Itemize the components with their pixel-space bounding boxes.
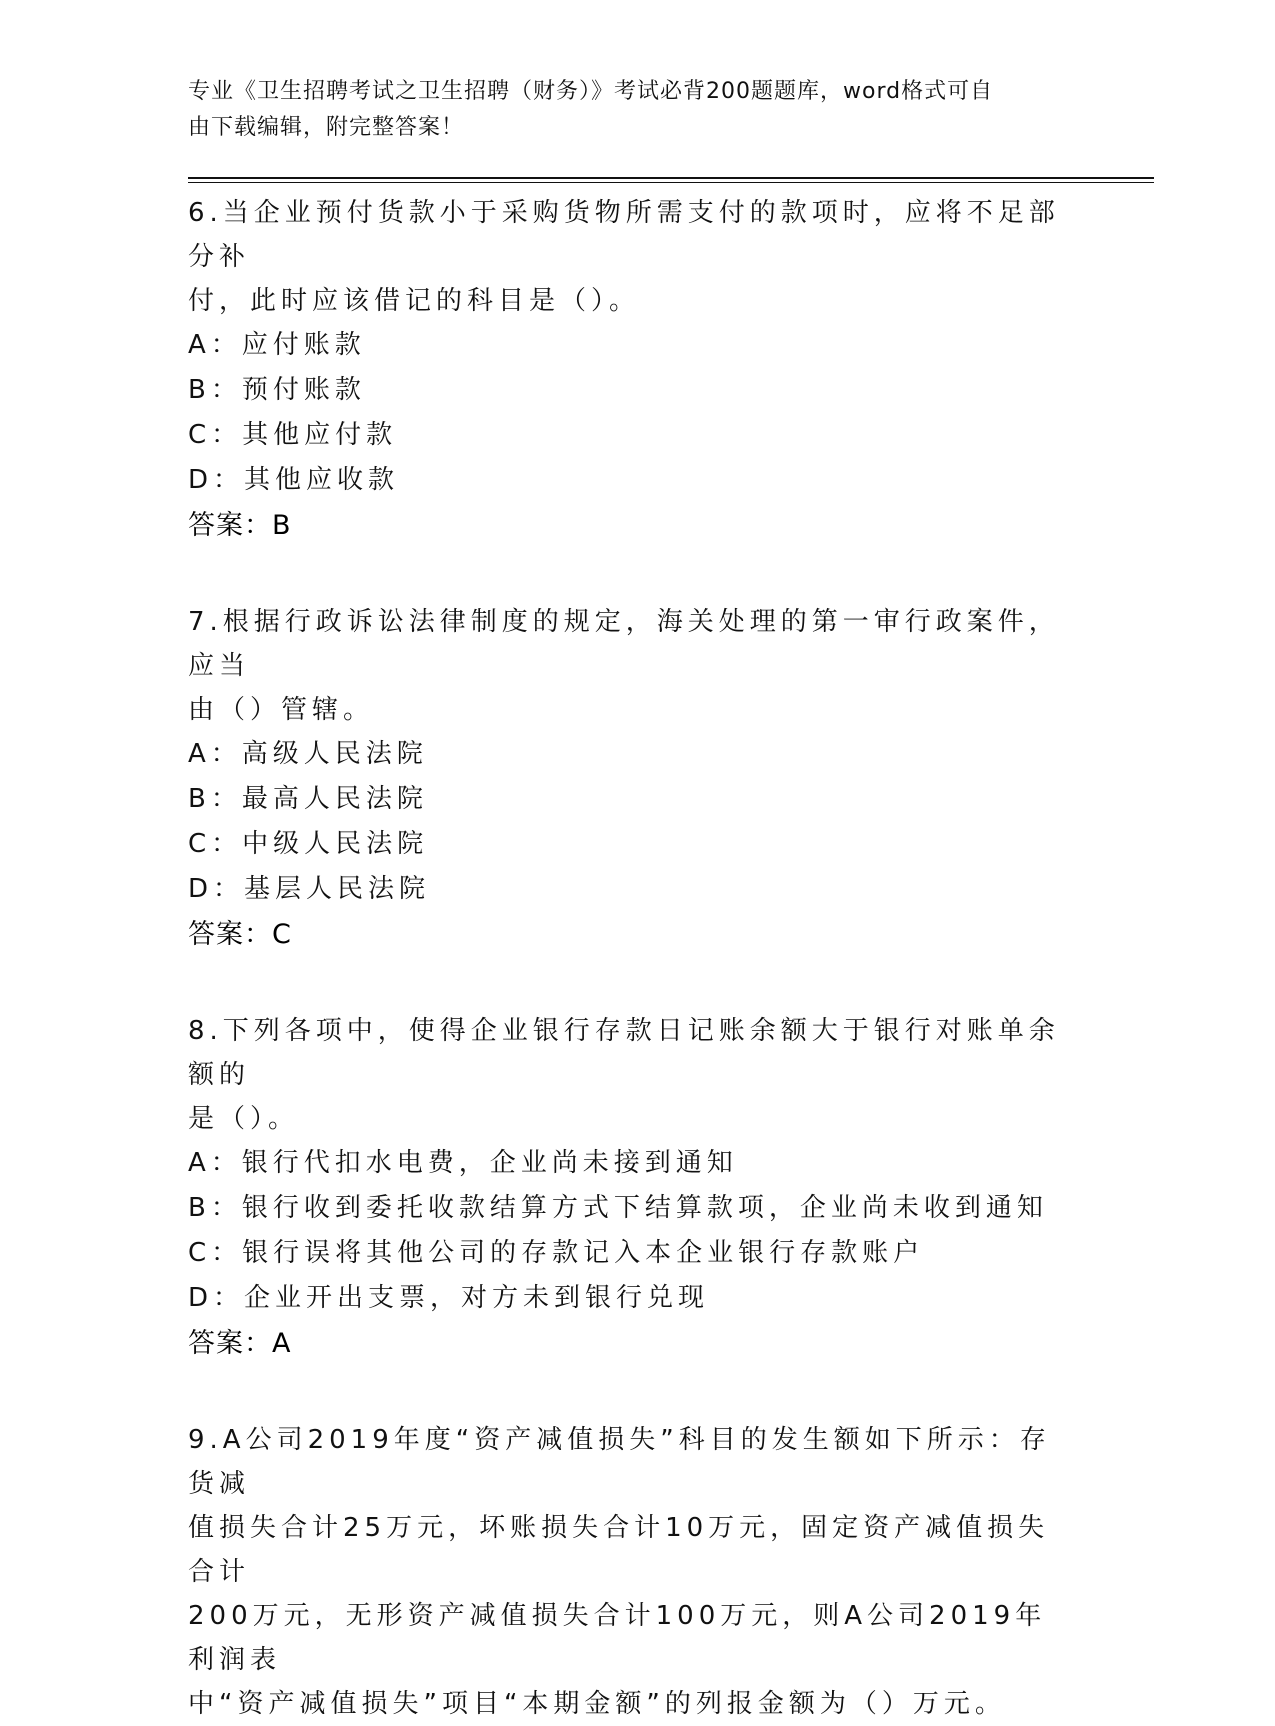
question-stem: 是（）。 xyxy=(188,1104,300,1134)
option-b: B：预付账款 xyxy=(188,375,366,405)
answer-label: 答案：C xyxy=(188,919,292,950)
question-stem: 值损失合计25万元，坏账损失合计10万元，固定资产减值损失合计 xyxy=(188,1513,1050,1587)
question-8 xyxy=(188,1009,1068,1366)
question-list xyxy=(188,191,1068,1726)
answer-label: 答案：B xyxy=(188,510,292,541)
question-stem: 9.A公司2019年度“资产减值损失”科目的发生额如下所示：存货减 xyxy=(188,1425,1051,1499)
option-a: A：应付账款 xyxy=(188,330,366,360)
header-line-1: 专业《卫生招聘考试之卫生招聘（财务）》考试必背200题题库，word格式可自 xyxy=(188,79,994,104)
option-d: D：基层人民法院 xyxy=(188,874,431,904)
answer-label: 答案：A xyxy=(188,1328,292,1359)
option-a: A：高级人民法院 xyxy=(188,739,428,769)
question-9 xyxy=(188,1418,1068,1726)
option-d: D：企业开出支票，对方未到银行兑现 xyxy=(188,1283,710,1313)
option-c: C：其他应付款 xyxy=(188,420,398,450)
question-stem: 6.当企业预付货款小于采购货物所需支付的款项时，应将不足部分补 xyxy=(188,198,1060,272)
header-divider-thick xyxy=(188,177,1154,179)
question-stem: 付，此时应该借记的科目是（）。 xyxy=(188,286,641,316)
question-stem: 8.下列各项中，使得企业银行存款日记账余额大于银行对账单余额的 xyxy=(188,1016,1060,1090)
question-spacer xyxy=(188,957,1068,1009)
question-stem: 由（）管辖。 xyxy=(188,695,375,725)
question-stem: 7.根据行政诉讼法律制度的规定，海关处理的第一审行政案件，应当 xyxy=(188,607,1060,681)
option-b: B：最高人民法院 xyxy=(188,784,428,814)
option-a: A：银行代扣水电费，企业尚未接到通知 xyxy=(188,1148,738,1178)
option-d: D：其他应收款 xyxy=(188,465,400,495)
header-line-2: 由下载编辑，附完整答案！ xyxy=(188,115,465,140)
option-c: C：银行误将其他公司的存款记入本企业银行存款账户 xyxy=(188,1238,925,1268)
option-b: B：银行收到委托收款结算方式下结算款项，企业尚未收到通知 xyxy=(188,1193,1048,1223)
question-spacer xyxy=(188,1366,1068,1418)
option-c: C：中级人民法院 xyxy=(188,829,429,859)
document-header xyxy=(188,74,1068,146)
header-divider-thin xyxy=(188,182,1154,183)
question-spacer xyxy=(188,548,1068,600)
question-7 xyxy=(188,600,1068,957)
question-stem: 200万元，无形资产减值损失合计100万元，则A公司2019年利润表 xyxy=(188,1601,1047,1675)
question-6 xyxy=(188,191,1068,548)
question-stem: 中“资产减值损失”项目“本期金额”的列报金额为（）万元。 xyxy=(188,1689,1006,1719)
